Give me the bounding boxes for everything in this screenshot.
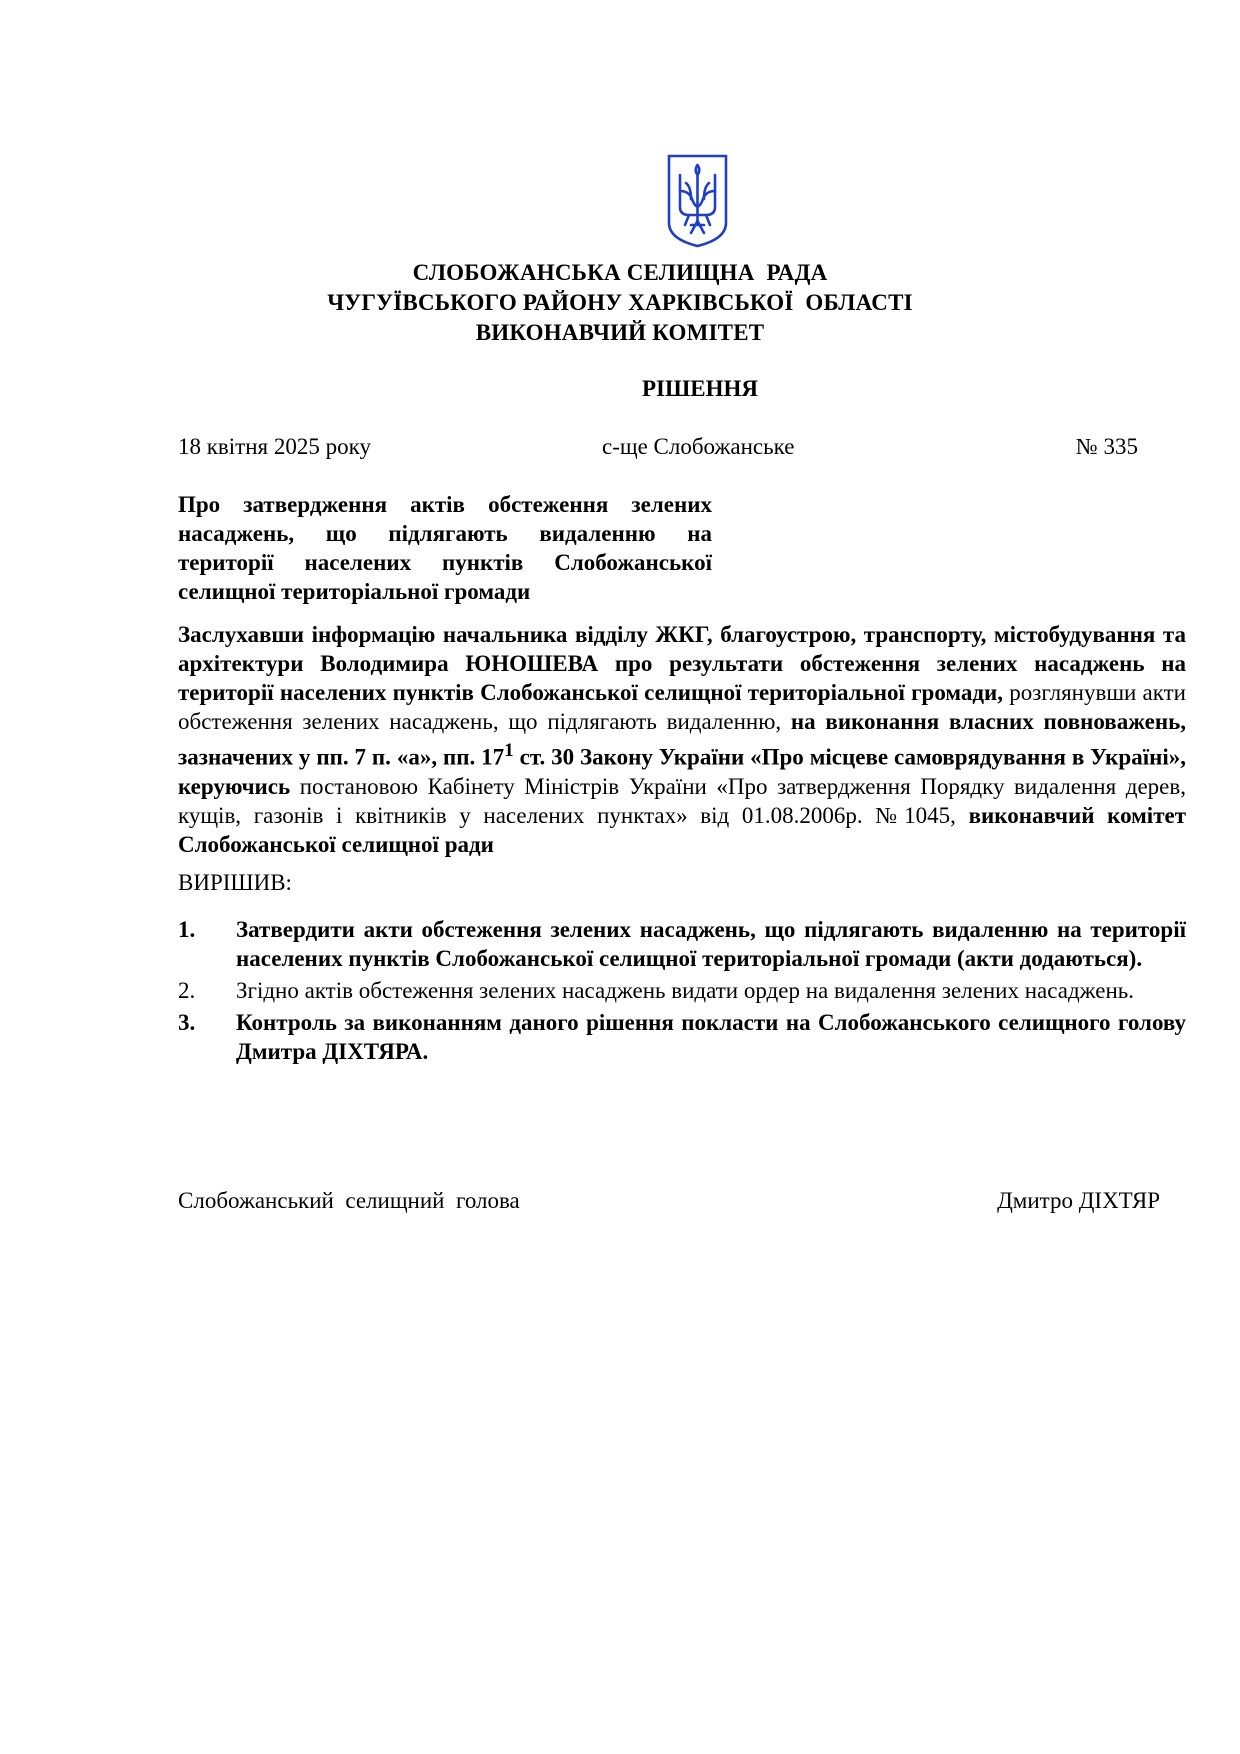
signature-block [178, 1186, 1160, 1216]
decision-date: 18 квітня 2025 року [178, 434, 371, 459]
header-line-council: СЛОБОЖАНСЬКА СЕЛИЩНА РАДА [412, 260, 828, 285]
decision-number: № 335 [1075, 434, 1138, 459]
decision-place: с-ще Слобожанське [602, 434, 795, 459]
subject-line: території населених пунктів Слобожанської [178, 550, 712, 575]
decision-title: РІШЕННЯ [642, 376, 758, 401]
item-number: 1. [178, 917, 196, 942]
preamble-part: на виконання власних повноважень, зазначених у пп. 7 п. «а», пп. 17 [178, 709, 1186, 770]
decision-item [178, 976, 1186, 1005]
ukraine-coat-of-arms-icon [665, 153, 730, 249]
item-text: Згідно актів обстеження зелених насаджень видати ордер на видалення зелених насаджень. [236, 978, 1134, 1003]
decision-item [178, 915, 1186, 973]
decision-items [178, 915, 1186, 1069]
item-number: 3. [178, 1010, 196, 1035]
subject-line: селищної територіальної громади [178, 579, 531, 604]
preamble-part: виконавчий комітет Слобожанської селищної ради [178, 802, 1187, 857]
organization-header [0, 258, 1240, 348]
header-line-district: ЧУГУЇВСЬКОГО РАЙОНУ ХАРКІВСЬКОЇ ОБЛАСТІ [327, 290, 913, 315]
resolved-label: ВИРІШИВ: [178, 870, 292, 895]
item-number: 2. [178, 978, 196, 1003]
preamble-superscript: 1 [504, 740, 514, 761]
decision-meta [178, 432, 1138, 462]
preamble-part: постановою Кабінету Міністрів України «Про затвердження Порядку видалення дерев, кущів, газонів і квітників у населених пунктах» від 01.08.2006р. №1045, [178, 773, 1186, 828]
decision-item [178, 1008, 1186, 1066]
preamble-part: Заслухавши інформацію начальника відділу ЖКГ, благоустрою, транспорту, містобудування та архітектури Володимира ЮНОШЕВА про результати обстеження зелених насаджень на території населених пунктів Слобожанської селищної територіальної громади, [178, 622, 1186, 705]
header-line-committee: ВИКОНАВЧИЙ КОМІТЕТ [475, 320, 765, 345]
subject-line: Про затвердження актів обстеження зелених [178, 492, 712, 517]
decision-subject [178, 490, 712, 606]
item-text: Затвердити акти обстеження зелених насаджень, що підлягають видаленню на території населених пунктів Слобожанської селищної територіальної громади (акти додаються). [236, 917, 1186, 971]
signatory-name: Дмитро ДІХТЯР [997, 1188, 1160, 1213]
preamble-part: ст. 30 Закону України «Про місцеве самоврядування в Україні», керуючись [178, 744, 1186, 799]
subject-line: насаджень, що підлягають видаленню на [178, 521, 712, 546]
item-text: Контроль за виконанням даного рішення покласти на Слобожанського селищного голову Дмитра ДІХТЯРА. [236, 1010, 1186, 1064]
signatory-role: Слобожанський селищний голова [178, 1188, 520, 1213]
preamble-part: розглянувши акти обстеження зелених насаджень, що підлягають видаленню, [178, 680, 1186, 734]
preamble-paragraph [178, 620, 1186, 859]
